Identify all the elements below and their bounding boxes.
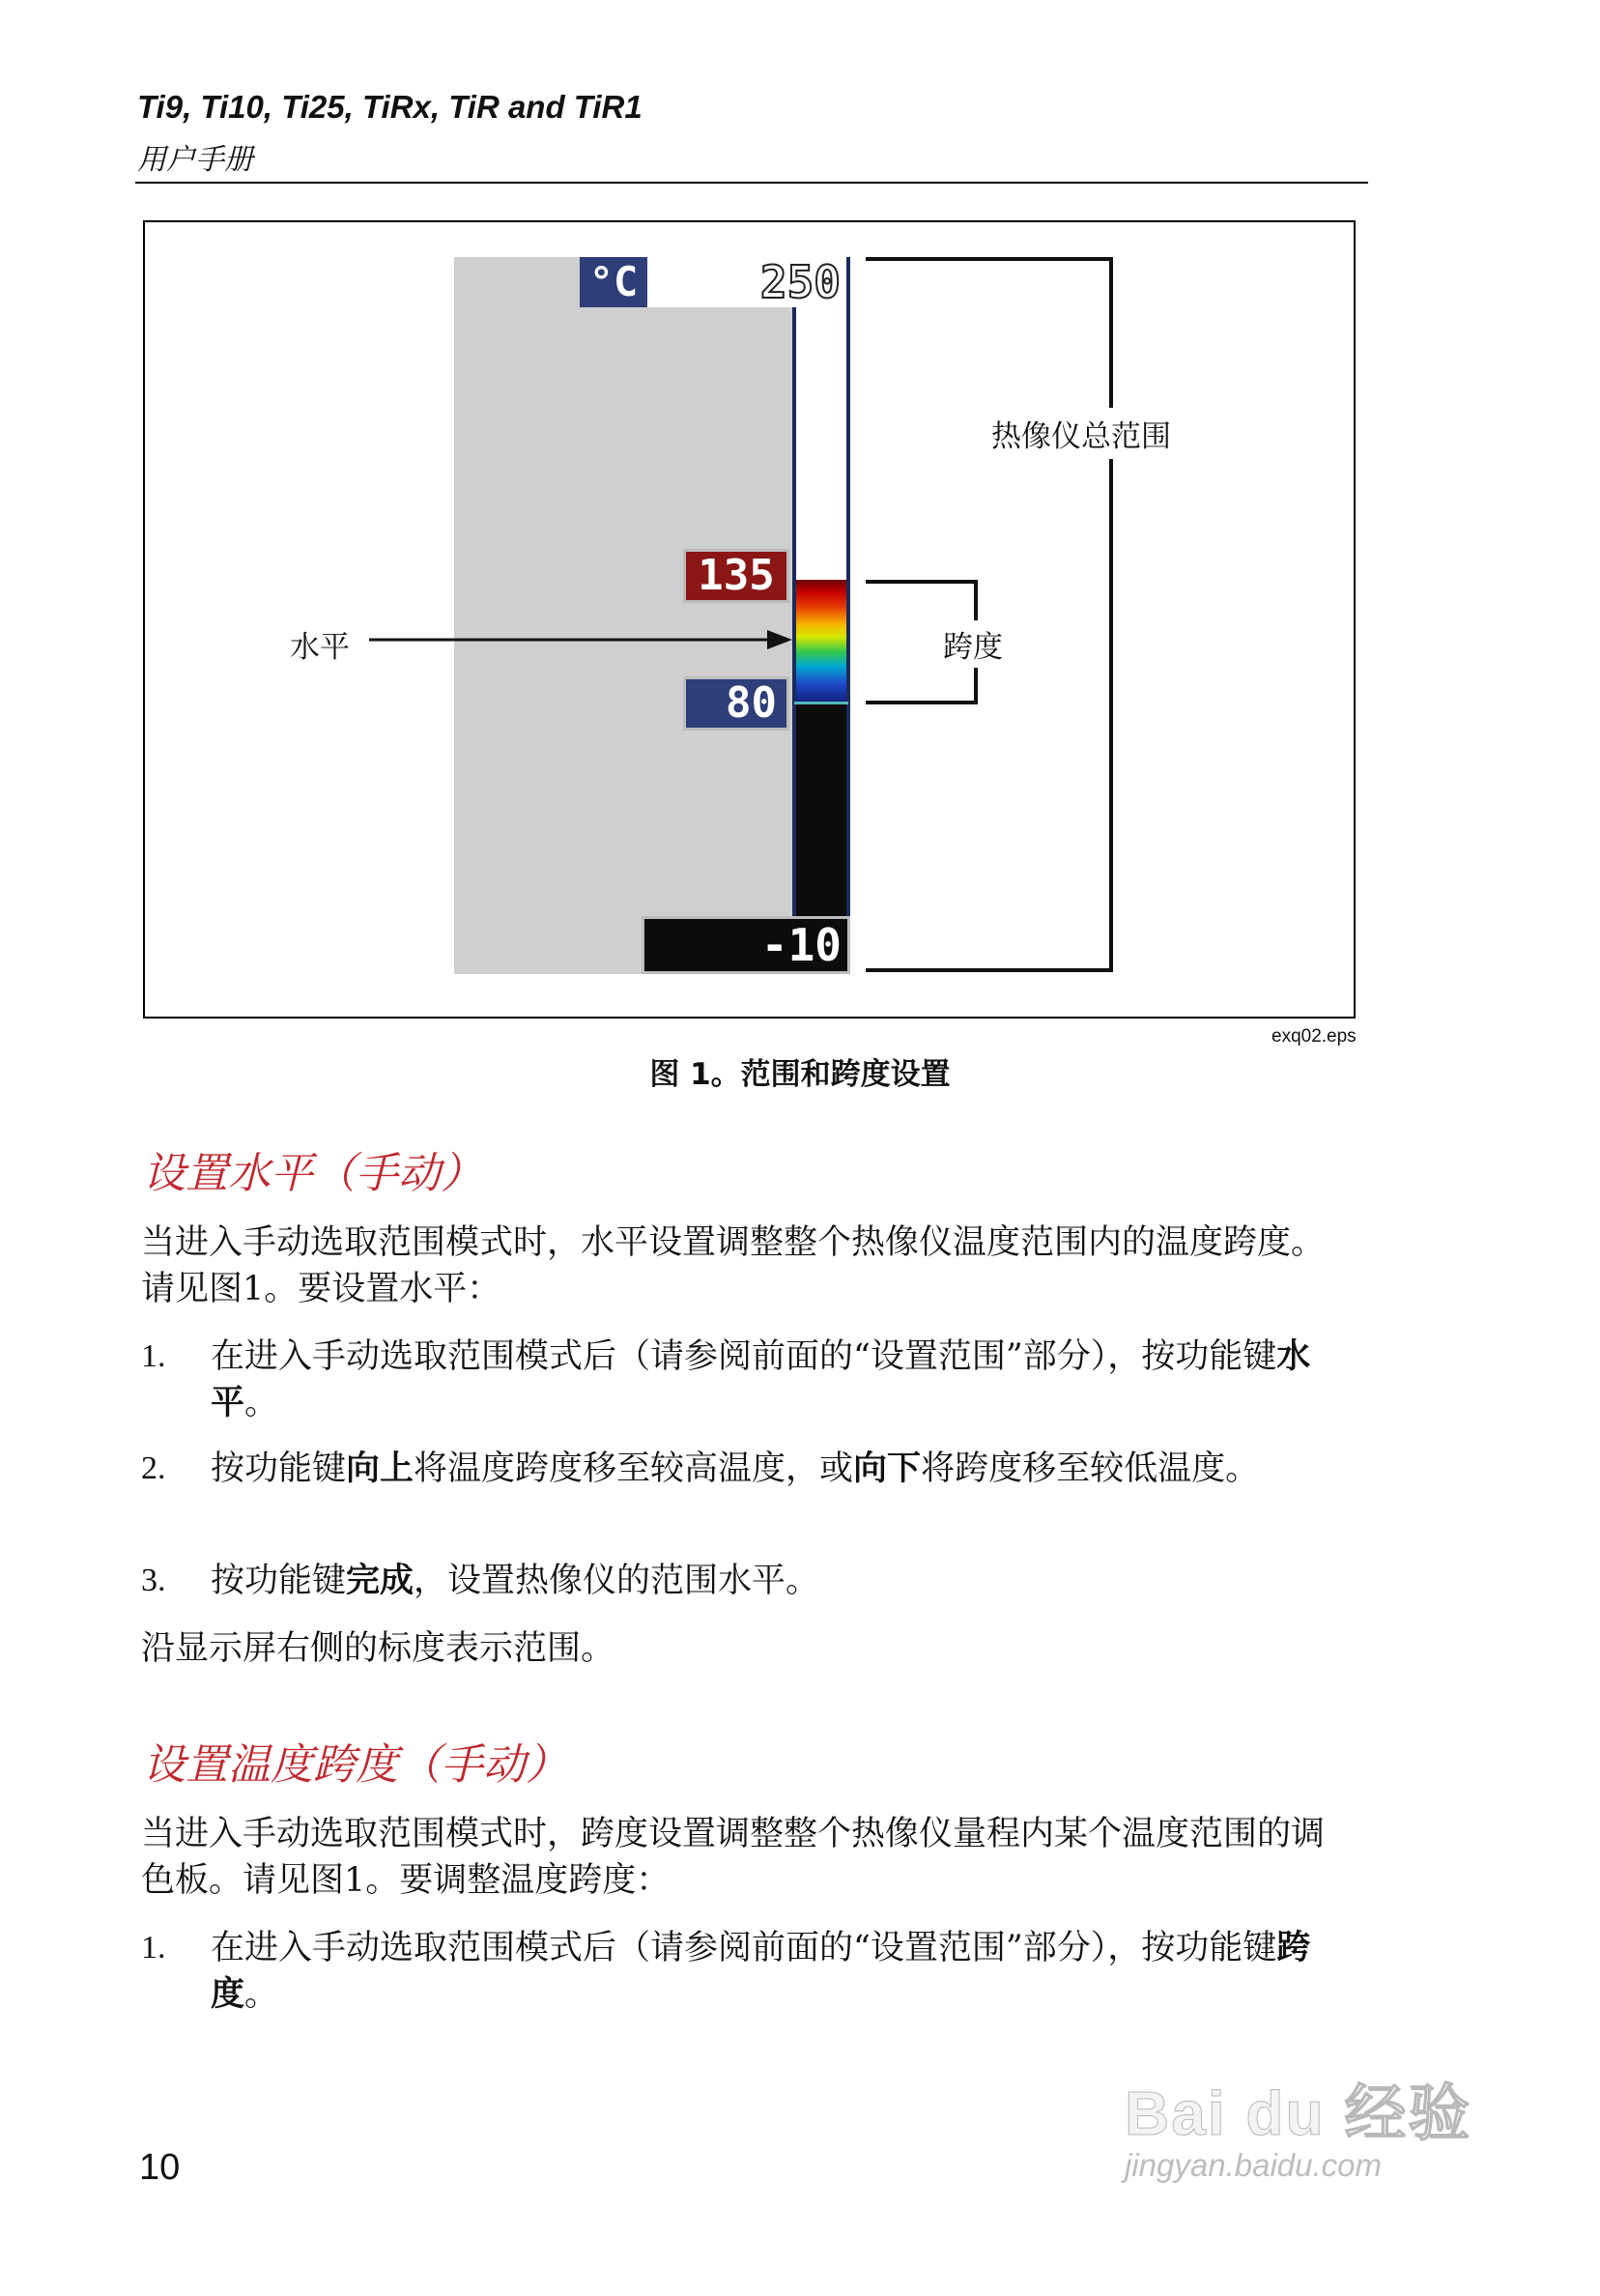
step-text: 在进入手动选取范围模式后（请参阅前面的“设置范围”部分），按功能键: [211, 1337, 1277, 1376]
softkey-label: 跨度: [211, 1929, 1311, 2014]
step-text: 。: [244, 1975, 279, 2014]
figure-annotation-lines: [0, 0, 1600, 1063]
scale-max-value: 250: [647, 257, 850, 307]
figure-caption: 图 1。范围和跨度设置: [649, 1057, 951, 1092]
section1-outro: 沿显示屏右侧的标度表示范围。: [141, 1629, 615, 1668]
softkey-label: 向下: [853, 1449, 922, 1488]
softkey-label: 向上: [346, 1449, 414, 1488]
softkey-label: 水平: [211, 1337, 1311, 1422]
scale-min-value: -10: [642, 916, 850, 974]
level-arrow-head: [767, 630, 792, 649]
step-text: 。: [244, 1384, 279, 1422]
list-number: 3.: [141, 1563, 166, 1598]
step-text: ，设置热像仪的范围水平。: [414, 1562, 820, 1600]
unit-label: °C: [580, 257, 647, 307]
list-number: 1.: [141, 1338, 166, 1374]
baidu-watermark: [1125, 2064, 1471, 2184]
watermark-brand: Bai du 经验: [1125, 2079, 1472, 2148]
manual-title: Ti9, Ti10, Ti25, TiRx, TiR and TiR1: [137, 89, 643, 125]
label-span: 跨度: [939, 620, 1007, 668]
page-number: 10: [139, 2147, 181, 2188]
section2-intro: 当进入手动选取范围模式时，跨度设置调整整个热像仪量程内某个温度范围的调色板。请见图1。要调整温度跨度：: [141, 1815, 1326, 1900]
softkey-label: 完成: [346, 1562, 414, 1600]
figure-file-name: exq02.eps: [1271, 1026, 1357, 1047]
step-text: 将温度跨度移至较高温度，或: [414, 1449, 854, 1488]
section1-intro: 当进入手动选取范围模式时，水平设置调整整个热像仪温度范围内的温度跨度。请见图1。要设置水平：: [141, 1223, 1326, 1308]
total-range-bracket: [866, 259, 1111, 970]
span-high-value: 135: [683, 549, 789, 603]
step-text: 按功能键: [211, 1562, 347, 1600]
step-text: 在进入手动选取范围模式后（请参阅前面的“设置范围”部分），按功能键: [211, 1929, 1277, 1967]
section-heading-level: 设置水平（手动）: [143, 1149, 483, 1198]
step-text: 将跨度移至较低温度。: [921, 1449, 1260, 1488]
list-item: [141, 1558, 1339, 1606]
watermark-url: jingyan.baidu.com: [1125, 2147, 1382, 2183]
manual-subtitle: 用户手册: [137, 143, 253, 177]
list-number: 1.: [141, 1930, 166, 1966]
label-level: 水平: [290, 630, 350, 665]
span-low-value: 80: [683, 676, 789, 731]
label-total-range: 热像仪总范围: [986, 408, 1177, 459]
list-item: [141, 1334, 1339, 1430]
step-text: 按功能键: [211, 1449, 347, 1488]
list-item: [141, 1925, 1339, 2022]
list-item: [141, 1446, 1339, 1542]
list-number: 2.: [141, 1450, 166, 1486]
section-heading-span: 设置温度跨度（手动）: [143, 1740, 568, 1790]
